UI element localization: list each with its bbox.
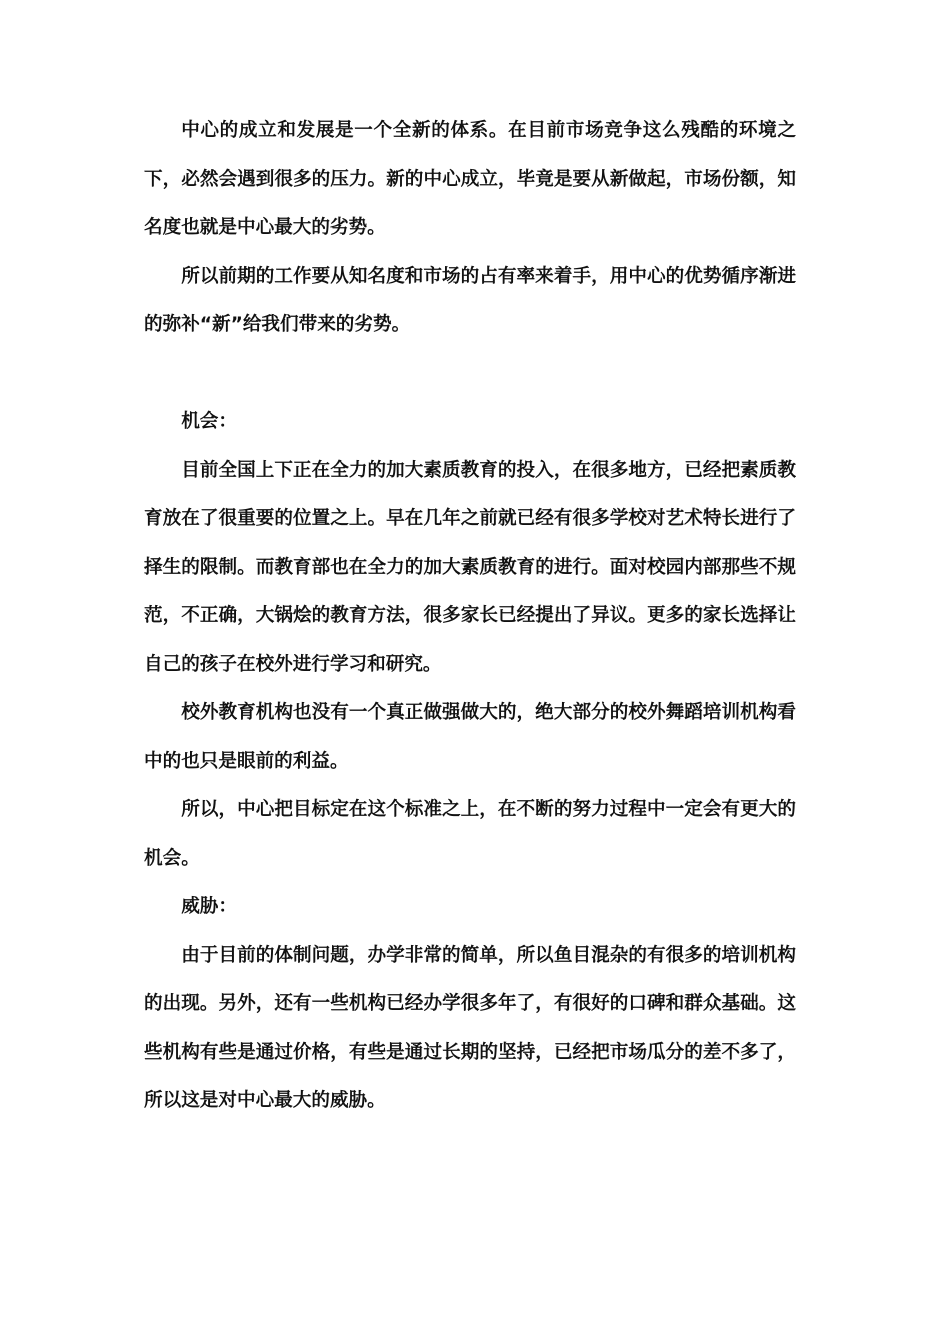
paragraph-weakness-intro: 中心的成立和发展是一个全新的体系。在目前市场竞争这么残酷的环境之下，必然会遇到很多的压力。新的中心成立，毕竟是要从新做起，市场份额，知名度也就是中心最大的劣势。 xyxy=(144,120,796,238)
paragraph-threat: 由于目前的体制问题，办学非常的简单，所以鱼目混杂的有很多的培训机构的出现。另外，还有一些机构已经办学很多年了，有很好的口碑和群众基础。这些机构有些是通过价格，有些是通过长期的坚持，已经把市场瓜分的差不多了，所以这是对中心最大的威胁。 xyxy=(144,944,796,1111)
heading-threat: 威胁： xyxy=(181,896,237,917)
blank-line xyxy=(144,350,796,399)
paragraph-weakness-strategy: 所以前期的工作要从知名度和市场的占有率来着手，用中心的优势循序渐进的弥补“新”给我们带来的劣势。 xyxy=(144,265,796,335)
document-body xyxy=(144,107,796,1126)
paragraph-opportunity-conclusion: 所以，中心把目标定在这个标准之上，在不断的努力过程中一定会有更大的机会。 xyxy=(144,799,796,869)
heading-opportunity: 机会： xyxy=(181,411,237,432)
paragraph-opportunity-institutions: 校外教育机构也没有一个真正做强做大的，绝大部分的校外舞蹈培训机构看中的也只是眼前的利益。 xyxy=(144,702,796,772)
paragraph-opportunity-education: 目前全国上下正在全力的加大素质教育的投入，在很多地方，已经把素质教育放在了很重要的位置之上。早在几年之前就已经有很多学校对艺术特长进行了择生的限制。而教育部也在全力的加大素质教育的进行。面对校园内部那些不规范，不正确，大锅烩的教育方法，很多家长已经提出了异议。更多的家长选择让自己的孩子在校外进行学习和研究。 xyxy=(144,459,796,675)
